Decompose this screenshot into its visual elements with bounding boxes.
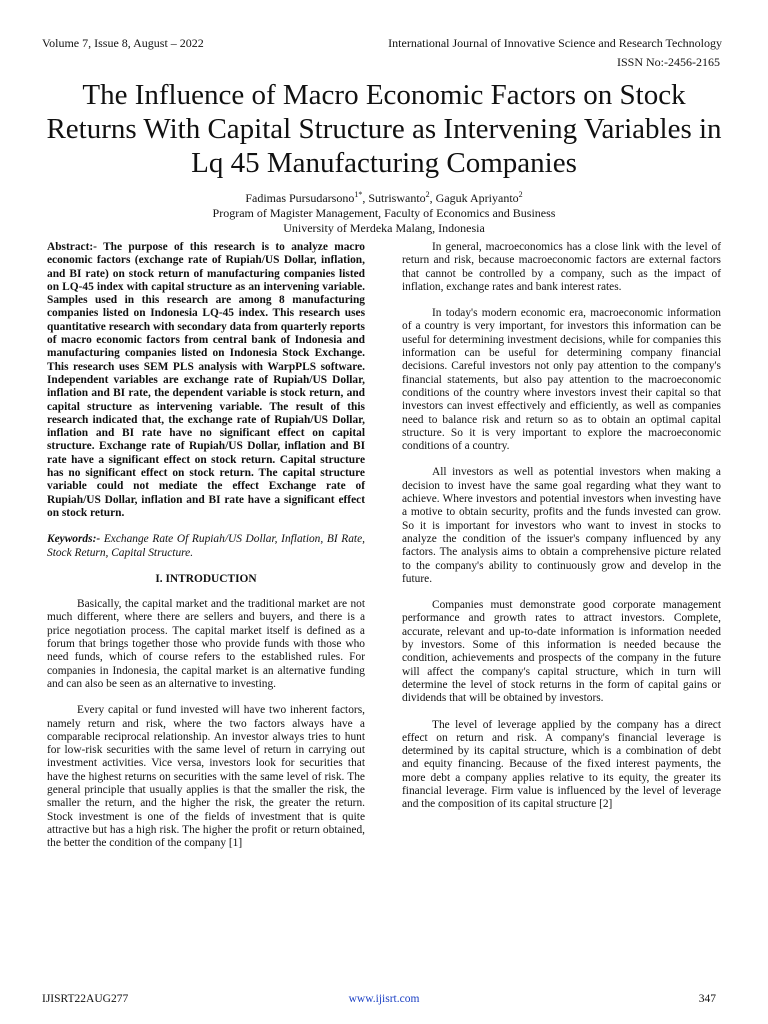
author-2-affil: 2 (425, 190, 430, 199)
left-column (47, 241, 365, 863)
author-3: Gaguk Apriyanto (435, 191, 519, 205)
author-block (0, 187, 768, 236)
journal-name: International Journal of Innovative Science and Research Technology (388, 36, 722, 50)
abstract: Abstract:- The purpose of this research is to analyze macro economic factors (exchange rate of Rupiah/US Dollar, inflation, and BI rate) on stock return of manufacturing companies listed on LQ-45 index with capital structure as an intervening variable. Samples used in this research are among 8 manufacturing companies listed on Indonesia LQ-45 index. This research uses quantitative research with secondary data from quarterly reports of macro economic factors from central bank of Indonesia and manufacturing companies listed on Indonesia Stock Exchange. This research uses SEM PLS analysis with WarpPLS software. Independent variables are exchange rate of Rupiah/US Dollar, inflation and BI rate, the dependent variable is stock return, and capital structure as intervening variable. The result of this research indicated that, the exchange rate of Rupiah/US Dollar, inflation and BI rate have no significant effect on capital structure. Exchange rate of Rupiah/US Dollar, inflation and BI rate have a significant effect on stock return. Capital structure has no significant effect on stock return. The capital structure variable could not mediate the effect Exchange rate of Rupiah/US Dollar, inflation and BI rate have a significant effect on stock return. (47, 241, 365, 519)
affiliation-university: University of Merdeka Malang, Indonesia (283, 221, 485, 235)
keywords (47, 533, 365, 560)
paragraph-macroeconomics: In general, macroeconomics has a close link with the level of return and risk, because macroeconomic factors are external factors that cannot be controlled by a company, such as the impact of inflation, exchange rates and bank interest rates. (402, 241, 721, 293)
author-1-affil: 1* (354, 190, 363, 199)
affiliation-program: Program of Magister Management, Faculty of Economics and Business (212, 206, 556, 220)
page-number: 347 (698, 993, 716, 1005)
issn: ISSN No:-2456-2165 (616, 55, 720, 69)
paragraph-investors: All investors as well as potential investors when making a decision to invest have the same goal regarding what they want to achieve. Where investors and potential investors when investing have a motive to obtain security, profits and the funds invested can grow. So it is important for investors who want to invest in stocks to analyze the condition of the issuer's company influenced by any factors. The analysis aims to obtain a comprehensive picture related to the company's ability to continuously grow and develop in the future. (402, 466, 721, 585)
author-1: Fadimas Pursudarsono (245, 191, 355, 205)
paragraph-companies: Companies must demonstrate good corporate management performance and growth rates to attract investors. Complete, accurate, relevant and up-to-date information is information needed by investors. Some of this information is needed because the condition, achievements and prospects of the company in the future will affect the company's capital structure, which in turn will determine the level of stock returns in the form of capital gains or dividends that will be obtained by investors. (402, 599, 721, 705)
author-list: Fadimas Pursudarsono$^{1*}$, Sutriswanto$^2$, Gaguk Apriyanto$^2$ (245, 190, 523, 205)
journal-website-link[interactable]: www.ijisrt.com (348, 993, 420, 1005)
section-heading-introduction: I. INTRODUCTION (155, 572, 257, 585)
paragraph-leverage: The level of leverage applied by the company has a direct effect on return and risk. A company's financial leverage is determined by its capital structure, which is a combination of debt and equity financing. Because of the fixed interest payments, the more debt a company applies relative to its equity, the greater its financial leverage. Firm value is influenced by the level of leverage and the composition of its capital structure [2] (402, 718, 721, 811)
keywords-text: Exchange Rate Of Rupiah/US Dollar, Inflation, BI Rate, Stock Return, Capital Structure. (47, 533, 365, 559)
author-3-affil: 2 (518, 190, 523, 199)
right-column (402, 241, 721, 825)
intro-paragraph-2: Every capital or fund invested will have two inherent factors, namely return and risk, where the two factors always have a comparable reciprocal relationship. An investor always tries to hunt for low-risk securities with the same level of return in carrying out investment activities. Vice versa, investors look for securities that have the highest returns on securities with the same level of risk. The general principle that usually applies is that the smaller the risk, the smaller the return, and the higher the risk, the greater the return. Stock investment is one of the fields of investment that is quite attractive but has a high risk. The higher the profit or return obtained, the better the condition of the company [1] (47, 704, 365, 850)
paragraph-modern-era: In today's modern economic era, macroeconomic information of a country is very important, for investors this information can be useful for determining investment decisions, while for companies this information can be useful for determining company financial decisions. Careful investors not only pay attention to the company's financial statements, but also pay attention to the macroeconomic conditions of the country where investors invest their capital so that investors can invest effectively and efficiently, as well as companies need to balance risk and return so as to obtain an optimal capital structure. So it is very important to explore the macroeconomic conditions of a country. (402, 307, 721, 453)
author-2: Sutriswanto (368, 191, 426, 205)
keywords-label: Keywords:- (47, 533, 101, 546)
intro-paragraph-1: Basically, the capital market and the traditional market are not much different, where there are sellers and buyers, and there is a price negotiation process. The capital market itself is defined as a forum that brings together those who provide funds with those who need funds, which of course refers to the established rules. For companies in Indonesia, the capital market is an alternative funding and can also be seen as an alternative to investing. (47, 598, 365, 690)
paper-code: IJISRT22AUG277 (42, 993, 129, 1005)
volume-info: Volume 7, Issue 8, August – 2022 (42, 36, 204, 50)
paper-title: The Influence of Macro Economic Factors on Stock Returns With Capital Structure as Intervening Variables in Lq 45 Manufacturing Companies (46, 79, 722, 179)
